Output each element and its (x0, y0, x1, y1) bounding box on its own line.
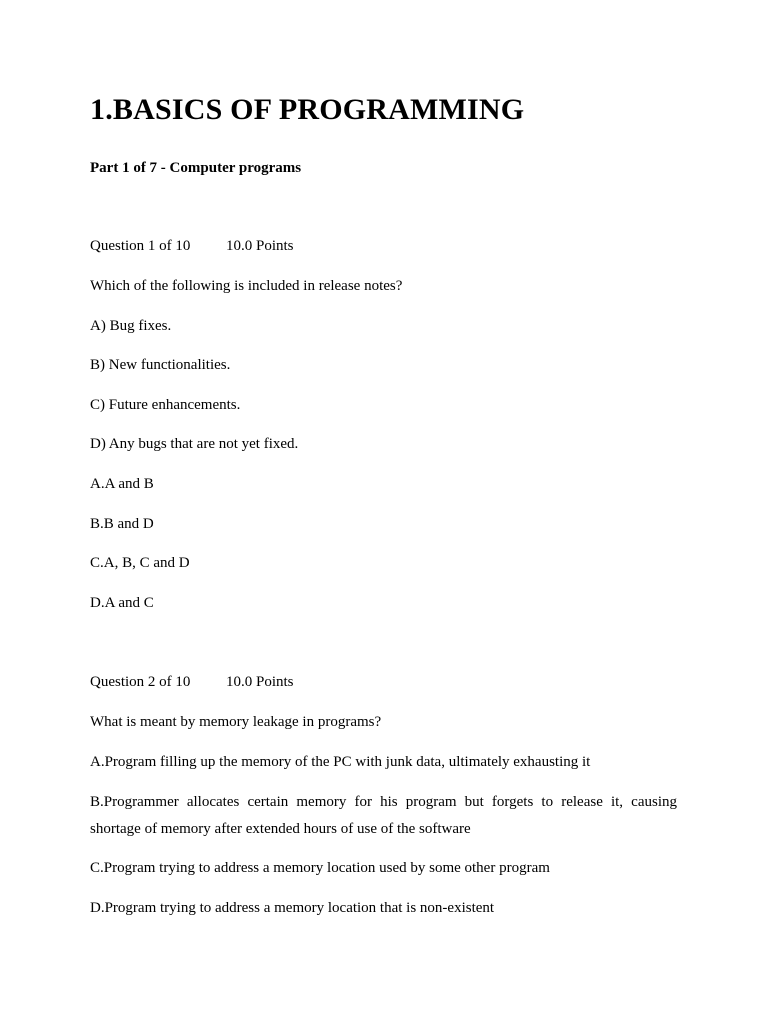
question-1-points: 10.0 Points (226, 238, 294, 254)
part-heading: Part 1 of 7 - Computer programs (90, 160, 302, 176)
question-1-statement-b: B) New functionalities. (90, 357, 231, 373)
question-2-points: 10.0 Points (226, 674, 294, 690)
question-1-statement-d: D) Any bugs that are not yet fixed. (90, 436, 299, 452)
question-1-header (90, 238, 294, 255)
question-1-option-c: C.A, B, C and D (90, 555, 190, 571)
question-1-text: Which of the following is included in release notes? (90, 278, 403, 294)
question-2-header (90, 674, 294, 691)
question-1-statement-a: A) Bug fixes. (90, 318, 172, 334)
page-title: 1.BASICS OF PROGRAMMING (90, 93, 525, 126)
question-1-statement-c: C) Future enhancements. (90, 397, 241, 413)
question-2-text: What is meant by memory leakage in programs? (90, 714, 382, 730)
question-1-option-d: D.A and C (90, 595, 154, 611)
question-1-number: Question 1 of 10 (90, 238, 191, 254)
question-2-number: Question 2 of 10 (90, 674, 191, 690)
question-2-option-d: D.Program trying to address a memory location that is non-existent (90, 900, 495, 916)
question-1-option-b: B.B and D (90, 516, 154, 532)
question-2-option-a: A.Program filling up the memory of the PC with junk data, ultimately exhausting it (90, 754, 591, 770)
question-2-option-b: B.Programmer allocates certain memory for his program but forgets to release it, causing shortage of memory after extended hours of use of the software (90, 794, 677, 837)
question-1-option-a: A.A and B (90, 476, 154, 492)
question-2-option-c: C.Program trying to address a memory location used by some other program (90, 860, 550, 876)
